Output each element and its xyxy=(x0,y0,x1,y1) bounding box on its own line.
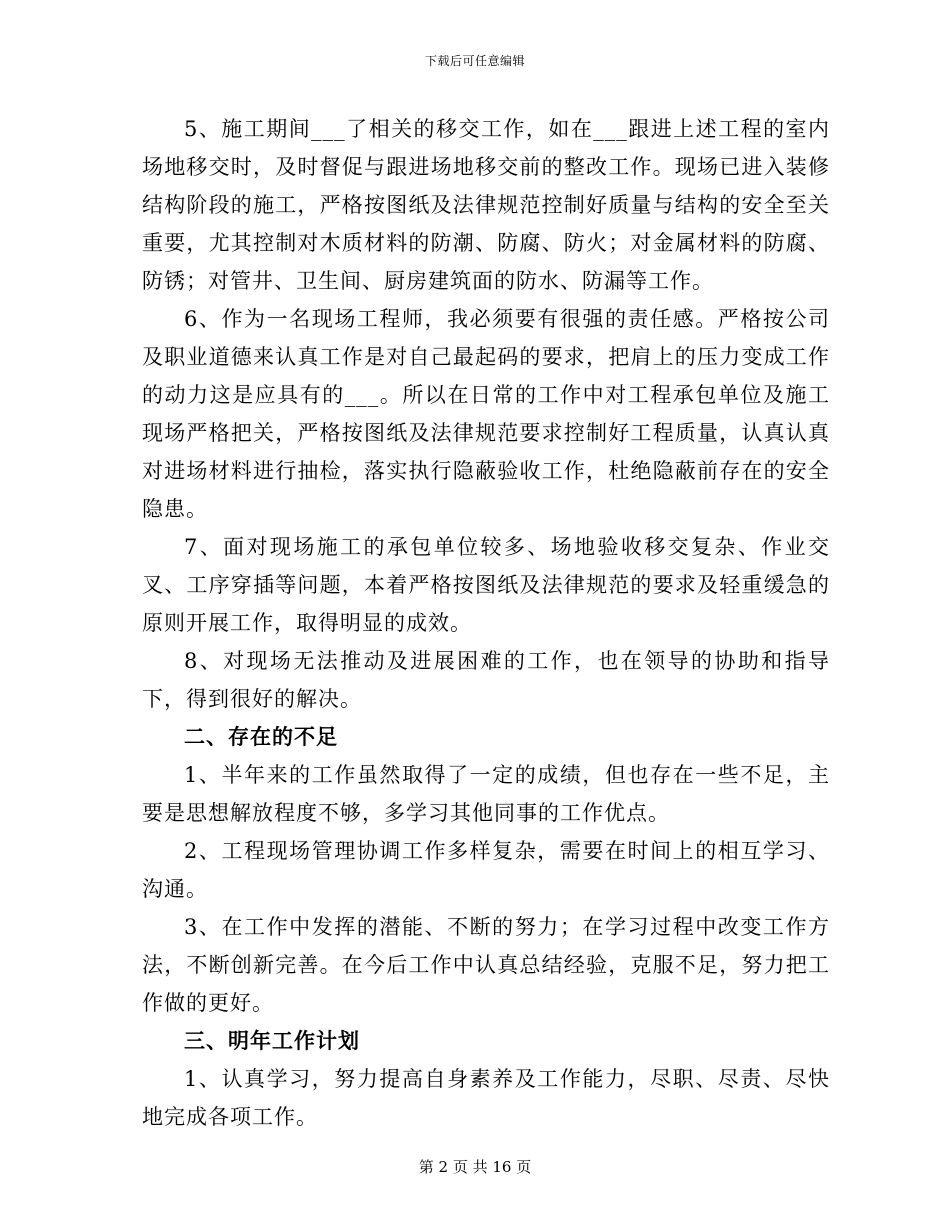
page-footer: 第 2 页 共 16 页 xyxy=(418,1158,532,1176)
section-heading-next-year-plan: 三、明年工作计划 xyxy=(184,1028,360,1053)
paragraph-shortcoming-1: 1、半年来的工作虽然取得了一定的成绩，但也存在一些不足，主要是思想解放程度不够，多学习其他同事的工作优点。 xyxy=(142,763,830,825)
paragraph-item-6: 6、作为一名现场工程师，我必须要有很强的责任感。严格按公司及职业道德来认真工作是对自己最起码的要求，把肩上的压力变成工作的动力这是应具有的___。所以在日常的工作中对工程承包单位及施工现场严格把关，严格按图纸及法律规范要求控制好工程质量，认真认真对进场材料进行抽检，落实执行隐蔽验收工作，杜绝隐蔽前存在的安全隐患。 xyxy=(142,307,830,521)
document-body xyxy=(142,110,830,1136)
paragraph-item-5: 5、施工期间___了相关的移交工作，如在___跟进上述工程的室内场地移交时，及时督促与跟进场地移交前的整改工作。现场已进入装修结构阶段的施工，严格按图纸及法律规范控制好质量与结构的安全至关重要，尤其控制对木质材料的防潮、防腐、防火；对金属材料的防腐、防锈；对管井、卫生间、厨房建筑面的防水、防漏等工作。 xyxy=(142,117,830,293)
paragraph-item-7: 7、面对现场施工的承包单位较多、场地验收移交复杂、作业交叉、工序穿插等问题，本着严格按图纸及法律规范的要求及轻重缓急的原则开展工作，取得明显的成效。 xyxy=(142,535,830,635)
paragraph-item-8: 8、对现场无法推动及进展困难的工作，也在领导的协助和指导下，得到很好的解决。 xyxy=(142,649,830,711)
paragraph-shortcoming-3: 3、在工作中发挥的潜能、不断的努力；在学习过程中改变工作方法，不断创新完善。在今后工作中认真总结经验，克服不足，努力把工作做的更好。 xyxy=(142,915,830,1015)
page-header: 下载后可任意编辑 xyxy=(424,54,525,68)
paragraph-shortcoming-2: 2、工程现场管理协调工作多样复杂，需要在时间上的相互学习、沟通。 xyxy=(142,839,830,901)
section-heading-shortcomings: 二、存在的不足 xyxy=(184,724,338,749)
paragraph-plan-1: 1、认真学习，努力提高自身素养及工作能力，尽职、尽责、尽快地完成各项工作。 xyxy=(142,1067,830,1129)
